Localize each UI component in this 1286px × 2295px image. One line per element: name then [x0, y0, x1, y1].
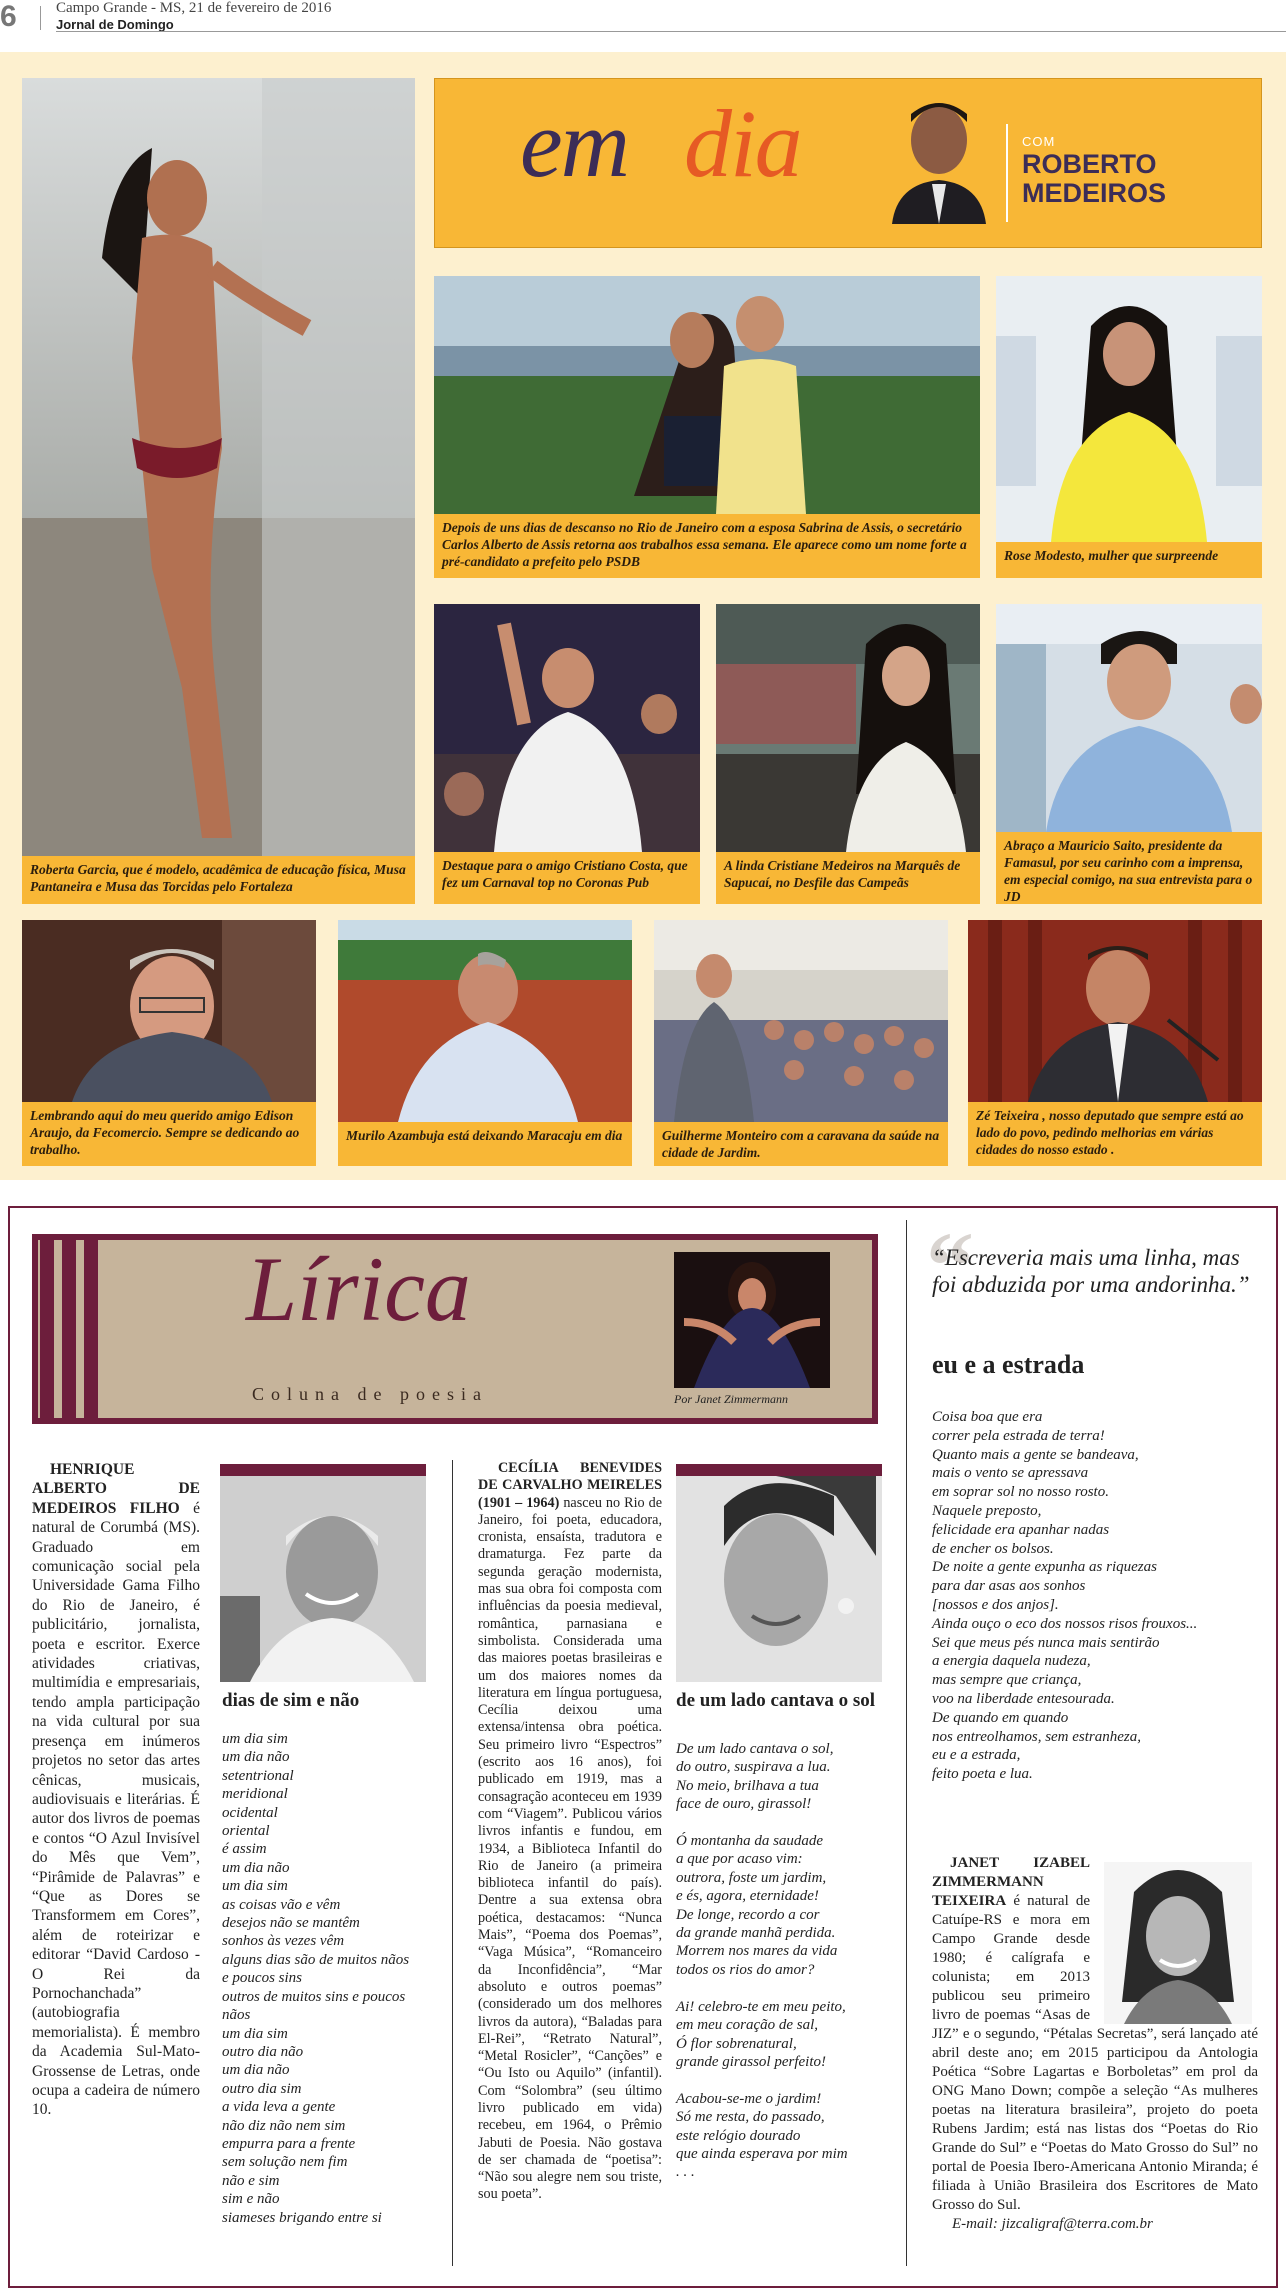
em-dia-title-em: em — [520, 90, 628, 197]
lirica-stripe — [62, 1240, 76, 1418]
photo-mauricio-saito — [996, 604, 1262, 832]
banner-com: COM — [1022, 134, 1056, 149]
caption-carlos: Depois de uns dias de descanso no Rio de Janeiro com a esposa Sabrina de Assis, o secretário Carlos Alberto de Assis retorna aos trabalhos essa semana. Ele aparece como um nome forte a pré-candidato a prefeito pelo PSDB — [434, 514, 980, 578]
pull-quote: “Escreveria mais uma linha, mas foi abduzida por uma andorinha.” — [932, 1245, 1250, 1297]
photo-henrique — [220, 1476, 426, 1682]
photo-janet-performer — [674, 1252, 830, 1388]
caption-edison: Lembrando aqui do meu querido amigo Edison Araujo, da Fecomercio. Sempre se dedicando ao trabalho. — [22, 1102, 316, 1166]
photo-murilo-azambuja — [338, 920, 632, 1122]
photo-cristiano-costa — [434, 604, 700, 852]
caption-rose: Rose Modesto, mulher que surpreende — [996, 542, 1262, 578]
photo-roberto-medeiros — [882, 92, 996, 224]
column-rule — [452, 1460, 453, 2266]
poem2-title: de um lado cantava o sol — [676, 1690, 875, 1711]
photo-rose-modesto — [996, 276, 1262, 542]
caption-guilherme: Guilherme Monteiro com a caravana da saúde na cidade de Jardim. — [654, 1122, 948, 1166]
lirica-byline: Por Janet Zimmermann — [674, 1392, 788, 1406]
column-rule — [906, 1220, 907, 2266]
caption-ze: Zé Teixeira , nosso deputado que sempre está ao lado do povo, pedindo melhorias em várias cidades do nosso estado . — [968, 1102, 1262, 1166]
photo-ze-teixeira — [968, 920, 1262, 1102]
banner-author — [1022, 150, 1166, 208]
caption-cristiano: Destaque para o amigo Cristiano Costa, que fez um Carnaval top no Coronas Pub — [434, 852, 700, 904]
bio-cecilia — [478, 1460, 662, 2260]
photo-roberta-garcia — [22, 78, 415, 856]
bio-janet-photo-space — [1090, 1854, 1258, 2022]
page-number: 6 — [0, 0, 17, 33]
photo-carlos-alberto — [434, 276, 980, 514]
photo-edison-araujo — [22, 920, 316, 1102]
poem3-text: Coisa boa que era correr pela estrada de terra! Quanto mais a gente se bandeava, mais o vento se apressava em soprar sol no nosso rosto. Naquele preposto, felicidade era apanhar nadas de encher os bolsos. De noite a gente expunha as riquezas para dar asas aos sonhos [nossos e dos anjos]. Ainda ouço o eco dos nossos risos frouxos... Sei que meus pés nunca mais sentirão a energia daquela nudeza, mas sempre que criança, voo na liberdade entesourada. De quando em quando nos entreolhamos, sem estranheza, eu e a estrada, feito poeta e lua. — [932, 1409, 1198, 1783]
bio-janet-text: é natural de Catuípe-RS e mora em Campo Grande desde 1980; é calígrafa e colunista; em 2013 publicou seu primeiro livro de poemas “Asas de JIZ” e o segundo, “Pétalas Secretas”, será lançado até abril deste ano; em 2015 participou da Antologia Poética “Sobre Lagartas e Borboletas” em prol da ONG Mano Down; compõe a seleção “As mulheres poetas na literatura brasileira”, projeto do poeta Rubens Jardim; está nas listas dos “Poetas do Rio Grande do Sul” e “Poetas do Mato Grosso do Sul” no portal de Poesia Ibero-Americana Antonio Miranda; é filiada à União Brasileira dos Escritores de Mato Grosso do Sul. — [932, 1893, 1258, 2213]
photo-cecilia — [676, 1476, 882, 1682]
dateline: Campo Grande - MS, 21 de fevereiro de 2016 — [56, 0, 332, 16]
bio-janet — [932, 1854, 1258, 2274]
photo-cristiane-medeiros — [716, 604, 980, 852]
lirica-stripe — [84, 1240, 98, 1418]
bio-henrique — [32, 1460, 200, 2260]
bio-cecilia-text: nasceu no Rio de Janeiro, foi poeta, educadora, cronista, ensaísta, tradutora e dramaturga. Fez parte da segunda geração modernista, mas sua obra foi composta com influências da poesia medieval, romântica, parnasiana e simbolista. Considerada uma das maiores poetas brasileiras e um dos maiores nomes da literatura em língua portuguesa, Cecília deixou uma extensa/intensa obra poética. Seu primeiro livro “Espectros” (escrito aos 16 anos), foi publicado em 1919, mas a consagração aconteceu em 1939 com “Viagem”. Publicou vários livros infantis e fundou, em 1934, a Biblioteca Infantil do Rio de Janeiro (a primeira biblioteca infantil do país). Dentre a sua extensa obra poética, destacamos: “Nunca Mais”, “Poema dos Poemas”, “Vaga Música”, “Romanceiro da Inconfidência”, “Mar absoluto e outros poemas” (considerado um dos melhores livros da autora), “Baladas para El-Rei”, “Retrato Natural”, “Metal Rosicler”, “Canções” e “Ou Isto ou Aquilo” (infantil). Com “Solombra” (seu último livro publicado em vida) recebeu, em 1964, o Prêmio Jabuti de Poesia. Não gostava de ser chamada de “poetisa”: “Não sou alegre nem sou triste, sou poeta”. — [478, 1494, 663, 2203]
poem2-text: De um lado cantava o sol, do outro, suspirava a lua. No meio, brilhava a tua face de ouro, girassol! Ó montanha da saudade a que por acaso vim: outrora, foste um jardim, e és, agora, eternidade! De longe, recordo a cor da grande manhã perdida. Morrem nos mares da vida todos os rios do amor? Ai! celebro-te em meu peito, em meu coração de sal, Ó flor sobrenatural, grande girassol perfeito! Acabou-se-me o jardim! Só me resta, do passado, este relógio dourado que ainda esperava por mim . . . — [676, 1741, 848, 2181]
poem1-text: um dia sim um dia não setentrional meridional ocidental oriental é assim um dia não um dia sim as coisas vão e vêm desejos não se mantêm sonhos às vezes vêm alguns dias são de muitos nãos e poucos sins outros de muitos sins e poucos nãos um dia sim outro dia não um dia não outro dia sim a vida leva a gente não diz não nem sim empurra para a frente sem solução nem fim não e sim sim e não siameses brigando entre si — [222, 1731, 410, 2226]
bio-henrique-text: é natural de Corumbá (MS). Graduado em comunicação social pela Universidade Gama Filho do Rio de Janeiro, é publicitário, jornalista, poeta e escritor. Exerce atividades criativas, multimídia e empresariais, tendo ampla participação na vida cultural por sua presença em inúmeros projetos no setor das artes cênicas, musicais, audiovisuais e literárias. É autor dos livros de poemas e contos “O Azul Invisível do Mês que Vem”, “Pirâmide de Palavras” e “Que as Dores se Transformem em Cores”, além de roteirizar e editorar “David Cardoso - O Rei da Pornochanchada” (autobiografia memorialista). É membro da Academia Sul-Mato-Grossense de Letras, onde ocupa a cadeira de número 10. — [32, 1499, 200, 2119]
em-dia-title-dia: dia — [684, 90, 801, 197]
caption-murilo: Murilo Azambuja está deixando Maracaju em dia — [338, 1122, 632, 1166]
banner-author-line1: ROBERTO — [1022, 149, 1157, 179]
bio-janet-name: JANET IZABEL ZIMMERMANN TEIXEIRA — [932, 1855, 1090, 1909]
quote-mark-icon: “ — [926, 1212, 974, 1319]
poem-image-bar — [676, 1464, 882, 1476]
header-divider — [40, 6, 46, 30]
photo-guilherme-monteiro — [654, 920, 948, 1122]
lirica-stripe — [40, 1240, 54, 1418]
caption-roberta: Roberta Garcia, que é modelo, acadêmica de educação física, Musa Pantaneira e Musa das Torcidas pelo Fortaleza — [22, 856, 415, 904]
banner-divider — [1006, 124, 1008, 222]
poem1-title: dias de sim e não — [222, 1690, 360, 1711]
caption-cristiane: A linda Cristiane Medeiros na Marquês de Sapucaí, no Desfile das Campeãs — [716, 852, 980, 904]
publication-name: Jornal de Domingo — [56, 17, 174, 32]
bio-janet-email: E-mail: jizcaligraf@terra.com.br — [952, 2216, 1153, 2232]
poem3-title: eu e a estrada — [932, 1350, 1085, 1379]
header-rule — [56, 31, 1286, 32]
lirica-subtitle: Coluna de poesia — [252, 1384, 488, 1404]
banner-author-line2: MEDEIROS — [1022, 178, 1167, 208]
lirica-title: Lírica — [246, 1238, 471, 1340]
bio-cecilia-name: CECÍLIA BENEVIDES DE CARVALHO MEIRELES (1901 – 1964) — [478, 1460, 662, 1511]
poem-image-bar — [220, 1464, 426, 1476]
caption-mauricio: Abraço a Mauricio Saito, presidente da Famasul, por seu carinho com a imprensa, em especial comigo, na sua entrevista para o JD — [996, 832, 1262, 904]
bio-henrique-name: HENRIQUE ALBERTO DE MEDEIROS FILHO — [32, 1461, 200, 1517]
